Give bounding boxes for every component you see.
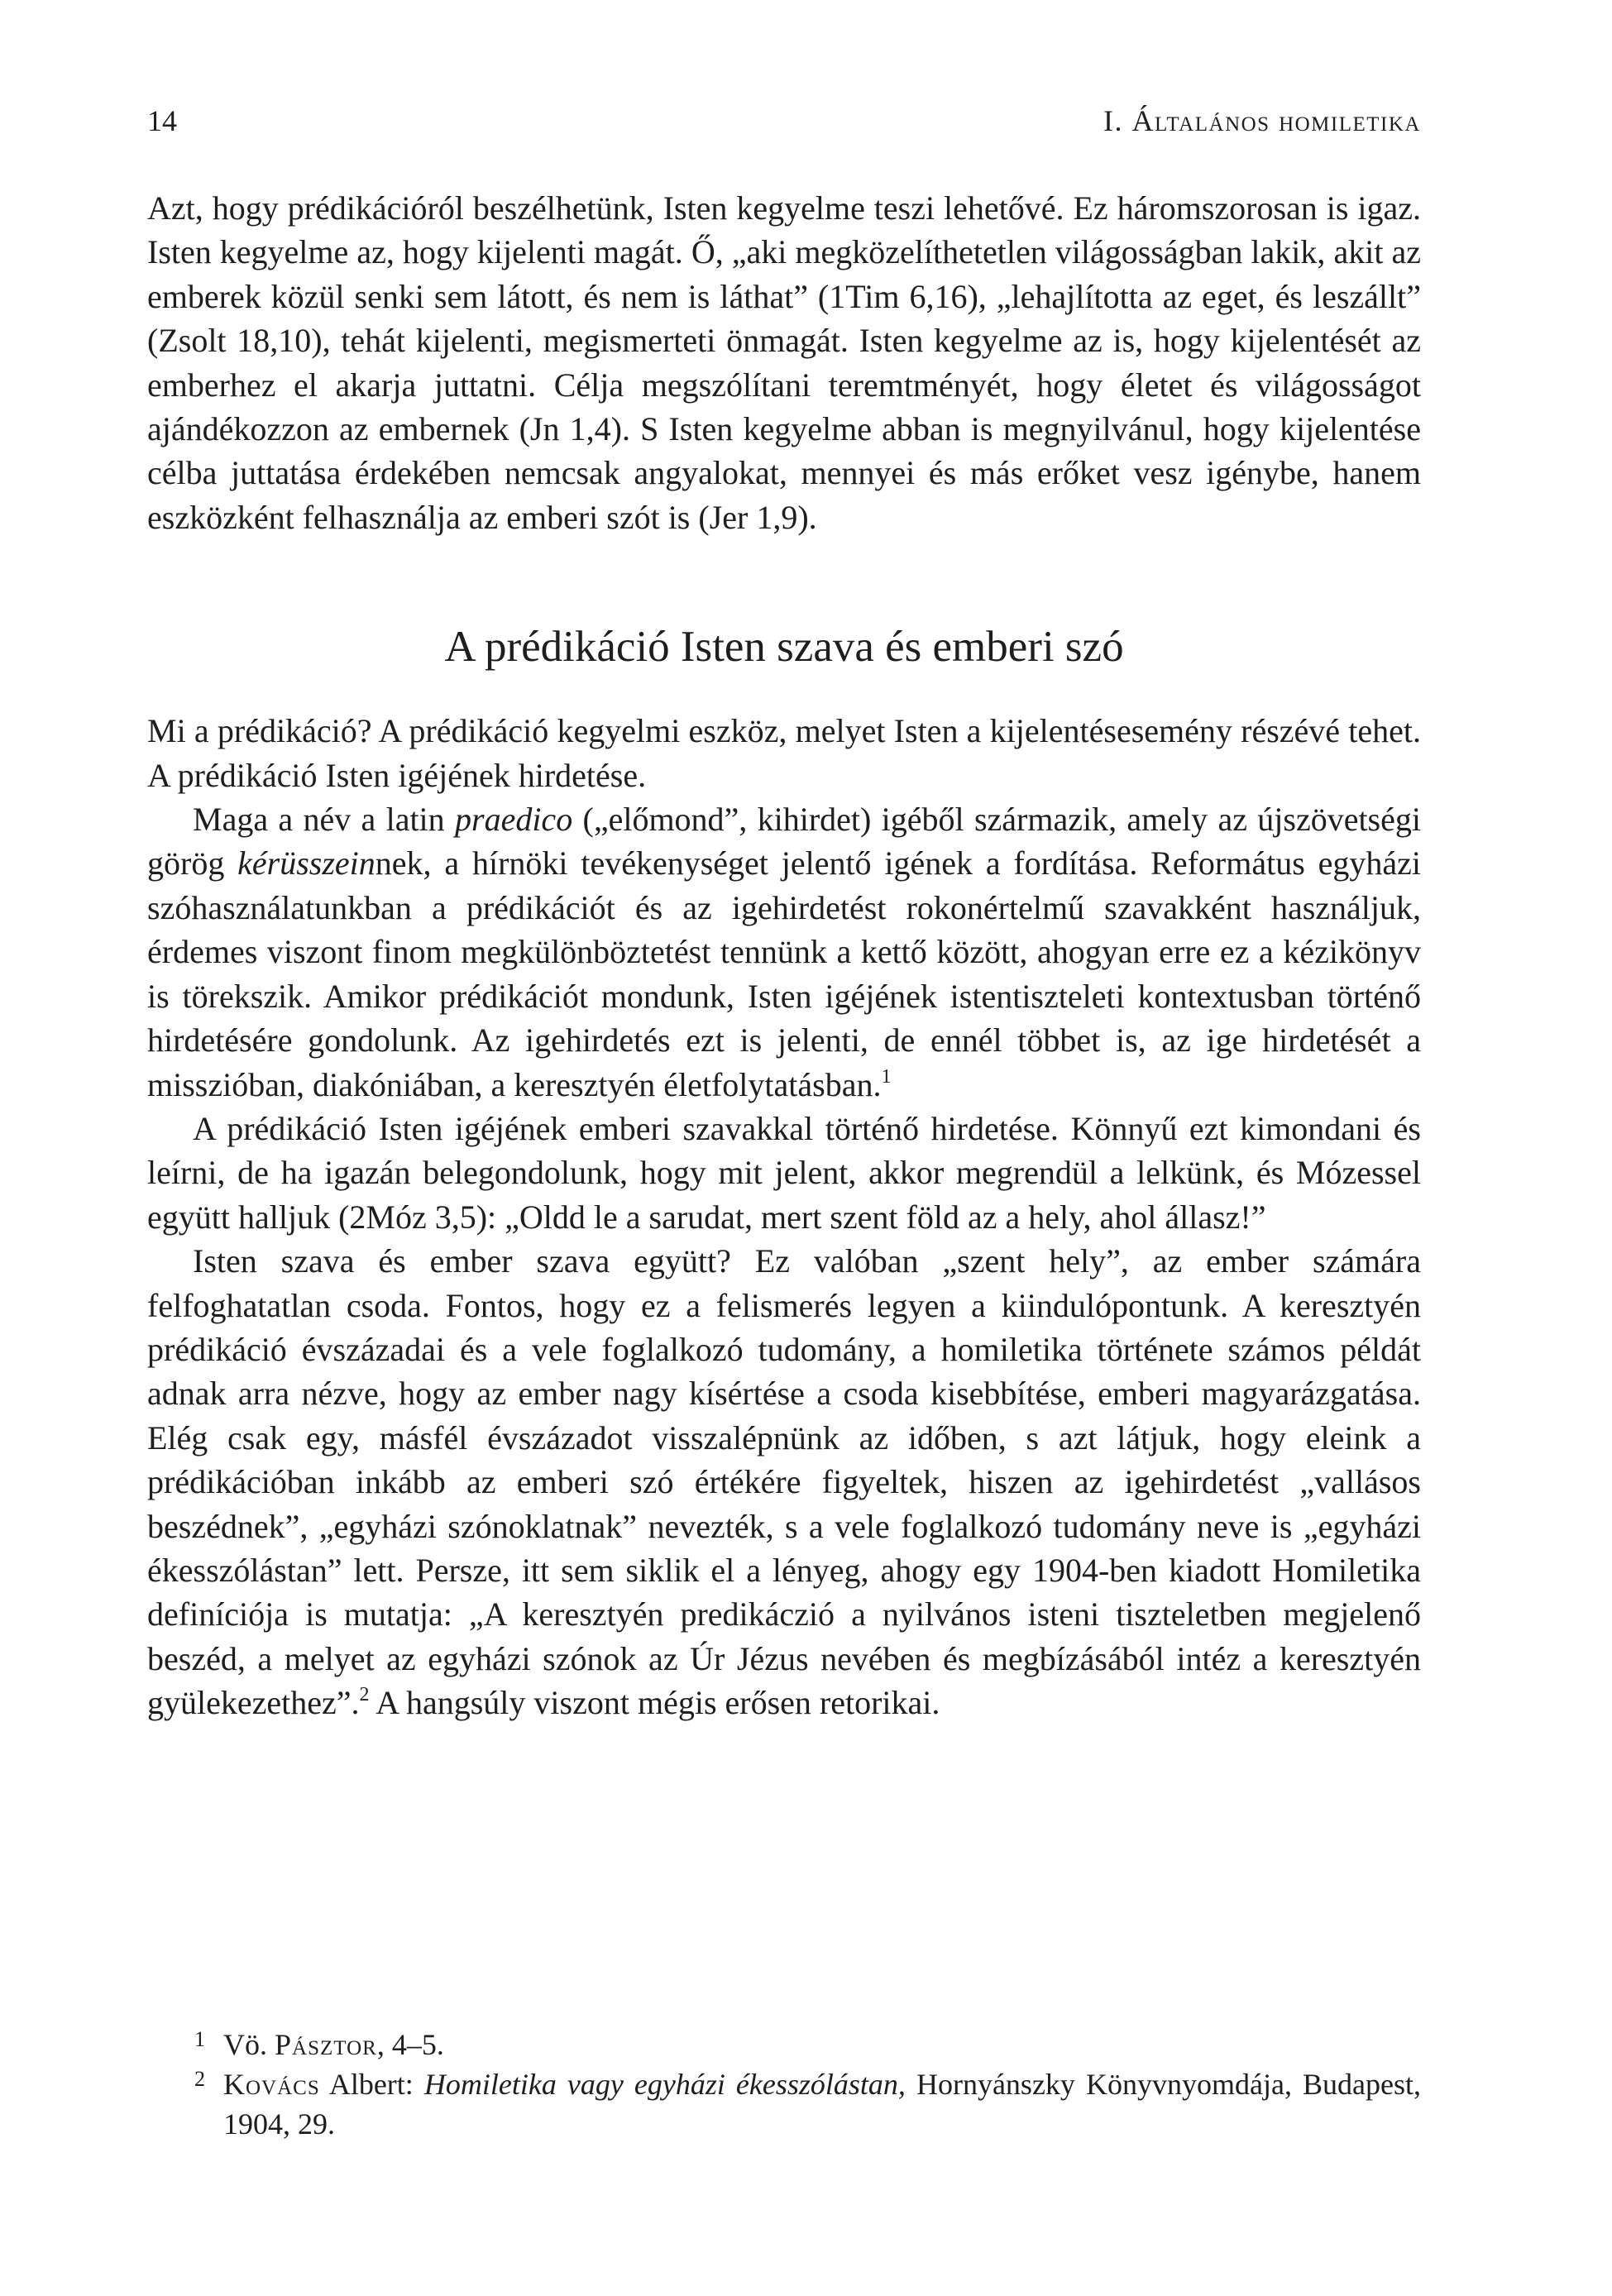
main-text [147,186,1421,1725]
paragraph-4 [147,1239,1421,1724]
paragraph-2-part-b: („előmond”, kihirdet) igéből származik, amely az újszövetségi görög [147,801,1421,883]
section-heading: A prédikáció Isten szava és emberi szó [444,623,1124,672]
footnote-2 [147,2064,1421,2144]
footnote-1-mark: 1 [194,2027,205,2051]
footnote-1-prefix: Vö. [223,2028,275,2061]
footnote-2-author: Kovács [223,2068,320,2101]
paragraph-2-part-c: nek, a hírnöki tevékenységet jelentő igének a fordítása. Református egyházi szóhasználatunkban a prédikációt és az igehirdetést rokonértelmű szavakként használjuk, érdemes viszont finom megkülönböztetést tennünk a kettő között, ahogyan erre ez a kézikönyv is törekszik. Amikor prédikációt mondunk, Isten igéjének istentiszteleti kontextusban történő hirdetésére gondolunk. Az igehirdetés ezt is jelenti, de ennél többet is, az ige hirdetését a misszióban, diakóniában, a keresztyén életfolytatásban. [147,844,1421,1103]
footnote-ref-1[interactable]: 1 [881,1065,892,1088]
footnote-1 [147,2025,1421,2064]
term-praedico: praedico [455,801,573,839]
footnote-ref-2[interactable]: 2 [359,1684,370,1706]
paragraph-1: Mi a prédikáció? A prédikáció kegyelmi eszköz, melyet Isten a kijelentésesemény részévé tehet. A prédikáció Isten igéjének hirdetése. [147,712,1421,794]
footnote-2-rest: Hornyánszky Könyvnyomdája, Budapest, 1904, 29. [223,2068,1421,2141]
paragraph-3: A prédikáció Isten igéjének emberi szavakkal történő hirdetése. Könnyű ezt kimondani és leírni, de ha igazán belegondolunk, hogy mit jelent, akkor megrendül a lelkünk, és Mózessel együtt halljuk (2Móz 3,5): „Oldd le a sarudat, mert szent föld az a hely, ahol állasz!” [147,1109,1421,1236]
chapter-title: I. Általános homiletika [1103,104,1421,137]
paragraph-2 [147,797,1421,1107]
running-header [147,96,1421,146]
paragraph-4-tail: A hangsúly viszont mégis erősen retorikai. [369,1684,940,1722]
footnote-2-title: Homiletika vagy egyházi ékesszólástan, [423,2068,906,2101]
footnote-2-mark: 2 [194,2067,205,2091]
paragraph-2-part-a: Maga a név a latin [193,801,455,839]
term-kerusszein: kérüsszein [237,844,375,883]
paragraph-4-text: Isten szava és ember szava együtt? Ez valóban „szent hely”, az ember számára felfoghatatlan csoda. Fontos, hogy ez a felismerés legyen a kiindulópontunk. A keresztyén prédikáció évszázadai és a vele foglalkozó tudomány, a homiletika története számos példát adnak arra nézve, hogy az ember nagy kísértése a csoda kisebbítése, emberi magyarázgatása. Elég csak egy, másfél évszázadot visszalépnünk az időben, s azt látjuk, hogy eleink a prédikációban inkább az emberi szó értékére figyeltek, hiszen az igehirdetést „vallásos beszédnek”, „egyházi szónoklatnak” nevezték, s a vele foglalkozó tudomány neve is „egyházi ékesszólástan” lett. Persze, itt sem siklik el a lényeg, ahogy egy 1904-ben kiadott Homiletika definíciója is mutatja: „A keresztyén predikáczió a nyilvános isteni tiszteletben megjelenő beszéd, a melyet az egyházi szónok az Úr Jézus nevében és megbízásából intéz a keresztyén gyülekezethez”. [147,1242,1421,1722]
page-number: 14 [147,104,177,137]
intro-paragraph: Azt, hogy prédikációról beszélhetünk, Isten kegyelme teszi lehetővé. Ez háromszorosan is igaz. Isten kegyelme az, hogy kijelenti magát. Ő, „aki megközelíthetetlen világosságban lakik, akit az emberek közül senki sem látott, és nem is láthat” (1Tim 6,16), „lehajlította az eget, és leszállt” (Zsolt 18,10), tehát kijelenti, megismerteti önmagát. Isten kegyelme az is, hogy kijelentését az emberhez el akarja juttatni. Célja megszólítani teremtményét, hogy életet és világosságot ajándékozzon az embernek (Jn 1,4). S Isten kegyelme abban is megnyilvánul, hogy kijelentése célba juttatása érdekében nemcsak angyalokat, mennyei és más erőket vesz igénybe, hanem eszközként felhasználja az emberi szót is (Jer 1,9). [147,189,1421,536]
footnote-1-author: Pásztor [275,2028,377,2061]
footnote-1-rest: , 4–5. [376,2028,444,2061]
footnote-2-name-rest: Albert: [319,2068,424,2101]
footnotes [147,2025,1421,2144]
